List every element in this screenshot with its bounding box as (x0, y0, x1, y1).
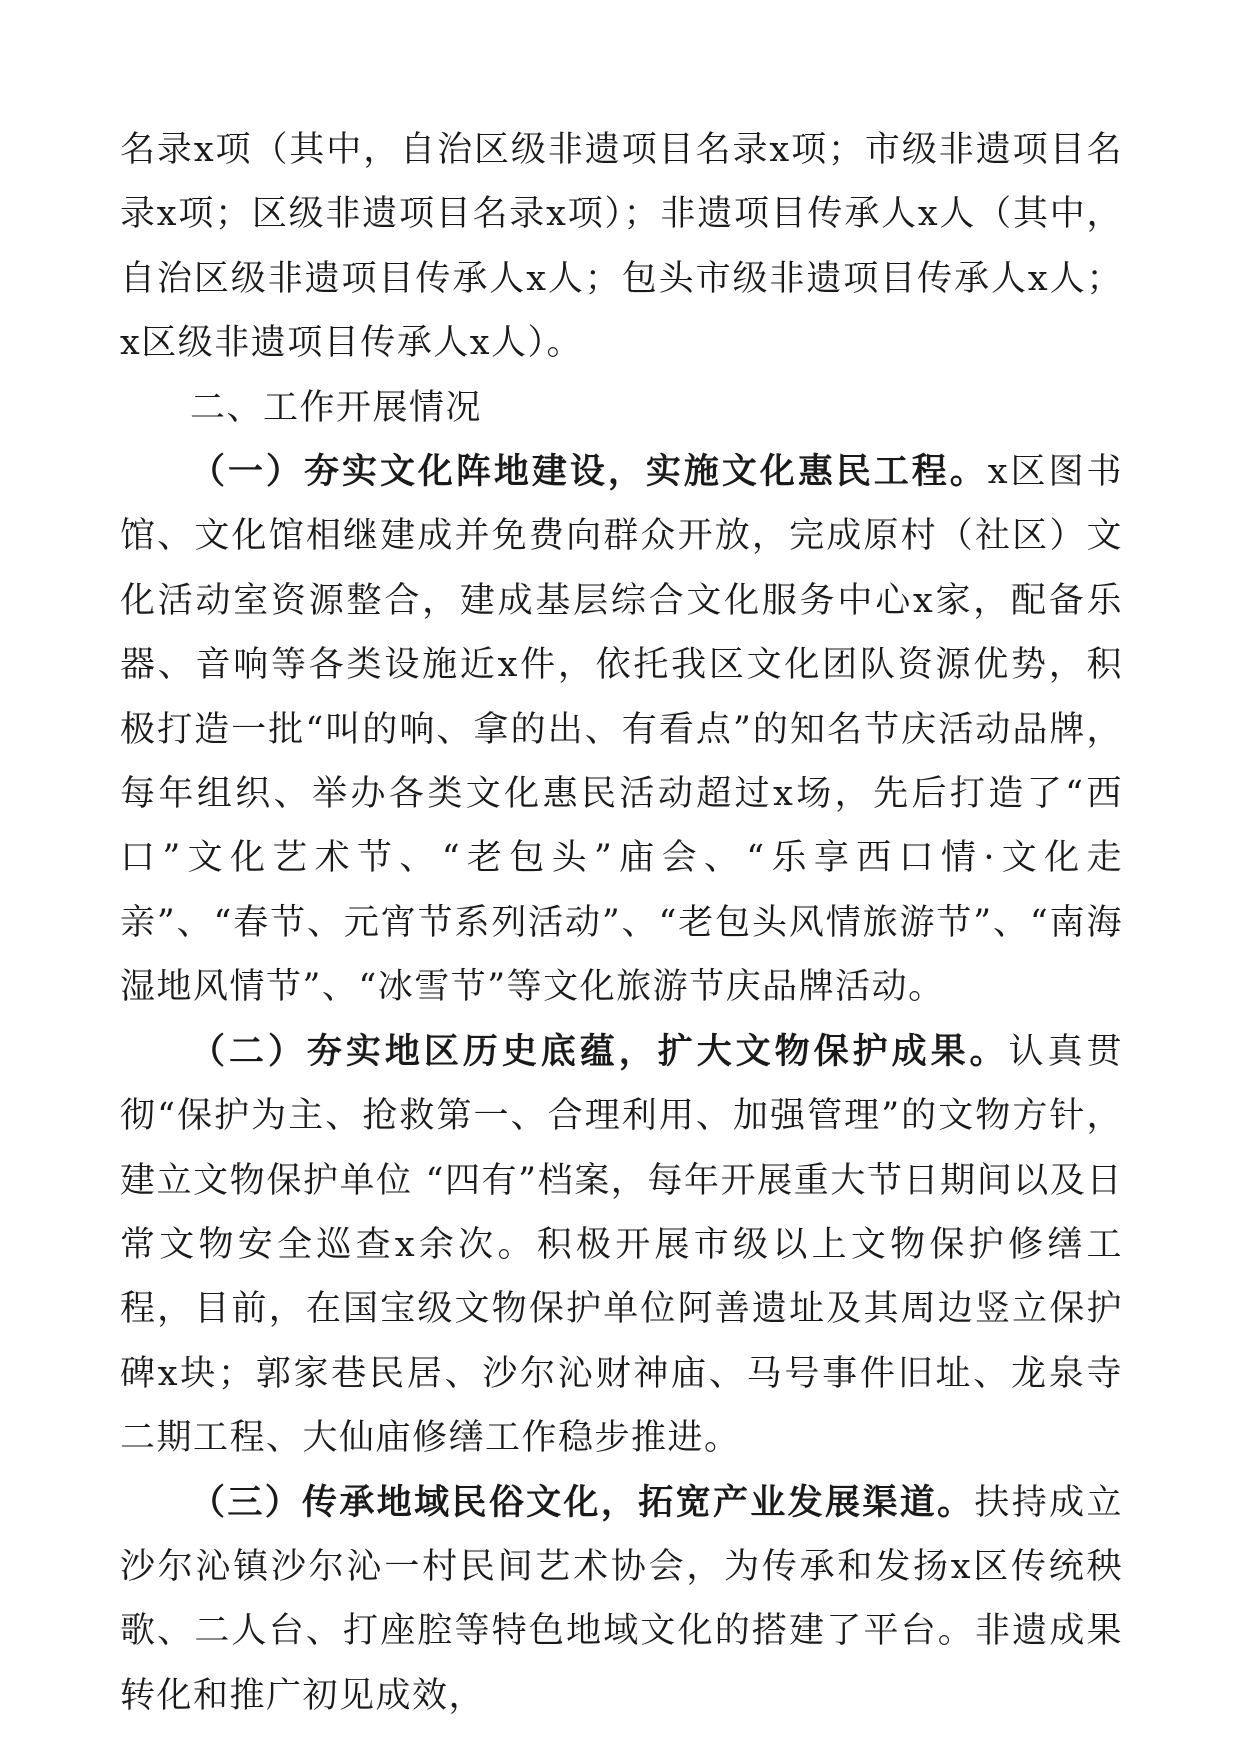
paragraph-text: 扶持成立沙尔沁镇沙尔沁一村民间艺术协会，为传承和发扬x区传统秧歌、二人台、打座腔等特色地域文化的搭建了平台。非遗成果转化和推广初见成效， (120, 1482, 1123, 1716)
paragraph-lead: （三）传承地域民俗文化，拓宽产业发展渠道。 (190, 1481, 975, 1523)
paragraph-item-1 (120, 440, 1123, 1020)
paragraph-text: 认真贯彻“保护为主、抢救第一、合理利用、加强管理”的文物方针，建立文物保护单位 “四有”档案，每年开展重大节日期间以及日常文物安全巡查x余次。积极开展市级以上文物保护修缮工程，目前，在国宝级文物保护单位阿善遗址及其周边竖立保护碑x块；郭家巷民居、沙尔沁财神庙、马号事件旧址、龙泉寺二期工程、大仙庙修缮工作稳步推进。 (120, 1031, 1123, 1459)
document-body (120, 118, 1123, 1728)
paragraph-lead: （二）夯实地区历史底蕴，扩大文物保护成果。 (190, 1030, 1009, 1072)
section-heading-work-progress (120, 376, 1123, 440)
paragraph-lead: （一）夯实文化阵地建设，实施文化惠民工程。 (190, 451, 988, 493)
paragraph-item-3 (120, 1471, 1123, 1729)
section-heading-text: 二、工作开展情况 (190, 387, 483, 428)
paragraph-text: x区图书馆、文化馆相继建成并免费向群众开放，完成原村（社区）文化活动室资源整合，建成基层综合文化服务中心x家，配备乐器、音响等各类设施近x件，依托我区文化团队资源优势，积极打造一批“叫的响、拿的出、有看点”的知名节庆活动品牌，每年组织、举办各类文化惠民活动超过x场，先后打造了“西口”文化艺术节、“老包头”庙会、“乐享西口情·文化走亲”、“春节、元宵节系列活动”、“老包头风情旅游节”、“南海湿地风情节”、“冰雪节”等文化旅游节庆品牌活动。 (120, 452, 1123, 1008)
paragraph-intro-list (120, 118, 1123, 376)
paragraph-item-2 (120, 1020, 1123, 1471)
paragraph-text: 名录x项（其中，自治区级非遗项目名录x项；市级非遗项目名录x项；区级非遗项目名录x项）；非遗项目传承人x人（其中，自治区级非遗项目传承人x人；包头市级非遗项目传承人x人；x区级非遗项目传承人x人）。 (120, 130, 1123, 364)
